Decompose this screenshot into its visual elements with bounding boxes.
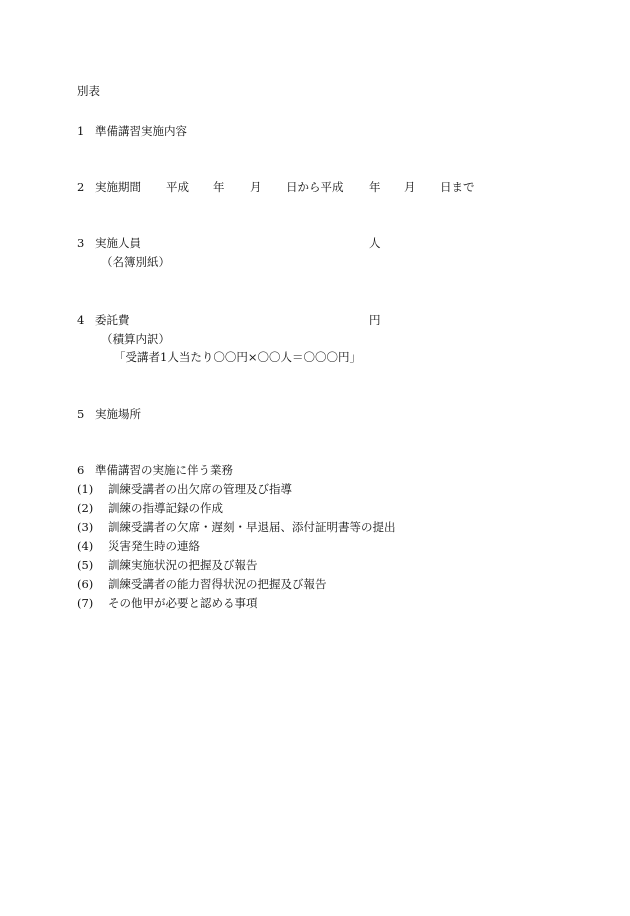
list-item-number: (7) bbox=[77, 596, 94, 610]
list-item-number: (2) bbox=[77, 501, 94, 515]
list-item-text: 災害発生時の連絡 bbox=[108, 539, 200, 553]
list-item-number: (3) bbox=[77, 520, 94, 534]
list-item-number: (5) bbox=[77, 558, 94, 572]
section-2-year-to: 年 bbox=[369, 180, 381, 194]
section-2-day-to: 日まで bbox=[440, 180, 475, 194]
list-item-number: (1) bbox=[77, 482, 94, 496]
list-item-text: 訓練受講者の能力習得状況の把握及び報告 bbox=[108, 577, 327, 591]
section-2-month-to: 月 bbox=[404, 180, 416, 194]
section-6-text: 準備講習の実施に伴う業務 bbox=[95, 463, 233, 477]
section-4-unit: 円 bbox=[369, 313, 381, 327]
list-item-number: (4) bbox=[77, 539, 94, 553]
list-item-number: (6) bbox=[77, 577, 94, 591]
document-title: 別表 bbox=[77, 84, 100, 98]
section-4-note: （積算内訳） bbox=[101, 332, 170, 346]
section-3-label: 実施人員 bbox=[95, 236, 141, 250]
section-5-number: 5 bbox=[77, 407, 85, 421]
section-6-number: 6 bbox=[77, 463, 85, 477]
section-2-number: 2 bbox=[77, 180, 85, 194]
section-2-month-from: 月 bbox=[250, 180, 262, 194]
section-4-formula: 「受講者1人当たり〇〇円×〇〇人＝〇〇〇円」 bbox=[114, 350, 361, 364]
section-2-era: 平成 bbox=[166, 180, 189, 194]
section-4-label: 委託費 bbox=[95, 313, 130, 327]
list-item-text: 訓練の指導記録の作成 bbox=[108, 501, 223, 515]
list-item-text: 訓練実施状況の把握及び報告 bbox=[108, 558, 258, 572]
section-3-note: （名簿別紙） bbox=[101, 255, 170, 269]
list-item-text: 訓練受講者の欠席・遅刻・早退届、添付証明書等の提出 bbox=[108, 520, 396, 534]
section-1-number: 1 bbox=[77, 124, 85, 138]
section-3-number: 3 bbox=[77, 236, 85, 250]
list-item-text: 訓練受講者の出欠席の管理及び指導 bbox=[108, 482, 292, 496]
section-5-text: 実施場所 bbox=[95, 407, 141, 421]
section-4-number: 4 bbox=[77, 313, 85, 327]
section-2-day-from: 日から平成 bbox=[286, 180, 344, 194]
section-3-unit: 人 bbox=[369, 236, 381, 250]
section-1-text: 準備講習実施内容 bbox=[95, 124, 187, 138]
section-2-year-from: 年 bbox=[213, 180, 225, 194]
section-2-label: 実施期間 bbox=[95, 180, 141, 194]
list-item-text: その他甲が必要と認める事項 bbox=[108, 596, 258, 610]
